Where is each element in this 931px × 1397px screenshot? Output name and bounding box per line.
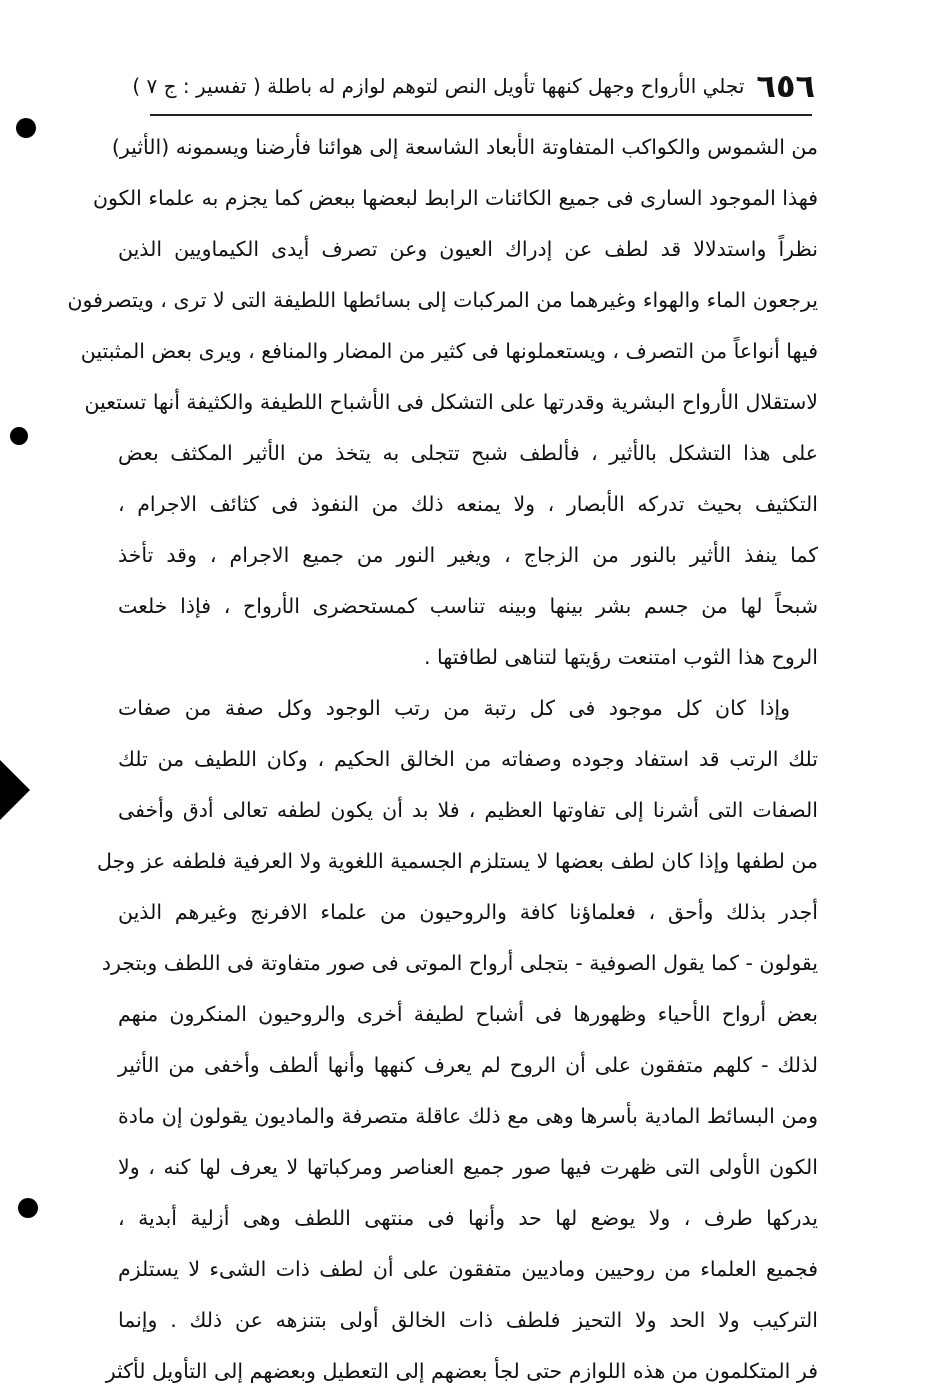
body-text (67, 122, 818, 1397)
header-rule (150, 114, 812, 116)
text-line: شبحاً لها من جسم بشر بينها وبينه تناسب كمستحضرى الأرواح ، فإذا خلعت (118, 594, 818, 618)
binding-hole-mark (18, 1198, 38, 1218)
text-line: يرجعون الماء والهواء وغيرهما من المركبات إلى بسائطها اللطيفة التى لا ترى ، ويتصرفون (67, 288, 818, 312)
text-line: الكون الأولى التى ظهرت فيها صور جميع العناصر ومركباتها لا يعرف لها كنه ، ولا (118, 1155, 818, 1179)
text-line: على هذا التشكل بالأثير ، فألطف شبح تتجلى به يتخذ من الأثير المكثف بعض (118, 441, 818, 465)
text-line: كما ينفذ الأثير بالنور من الزجاج ، ويغير النور من جميع الاجرام ، وقد تأخذ (118, 543, 818, 567)
text-line: من الشموس والكواكب المتفاوتة الأبعاد الشاسعة إلى هوائنا فأرضنا ويسمونه (الأثير) (111, 135, 818, 159)
binding-hole-mark (16, 118, 36, 138)
text-line: لاستقلال الأرواح البشرية وقدرتها على التشكل فى الأشباح اللطيفة والكثيفة أنها تستعين (84, 390, 818, 414)
text-line: لذلك - كلهم متفقون على أن الروح لم يعرف كنهها وأنها ألطف وأخفى من الأثير (118, 1053, 818, 1077)
text-line: يدركها طرف ، ولا يوضع لها حد وأنها فى منتهى اللطف وهى أزلية أبدية ، (118, 1206, 818, 1230)
running-head: تجلي الأرواح وجهل كنهها تأويل النص لتوهم لوازم له باطلة ( تفسير : ج ٧ ) (132, 74, 745, 98)
binding-hole-mark (10, 427, 28, 445)
paragraph-start-line: وإذا كان كل موجود فى كل رتبة من رتب الوجود وكل صفة من صفات (118, 696, 790, 720)
paragraph-end-line: الروح هذا الثوب امتنعت رؤيتها لتناهى لطافتها . (423, 645, 818, 669)
text-line: التكثيف بحيث تدركه الأبصار ، ولا يمنعه ذلك من النفوذ فى كثائف الاجرام ، (118, 492, 818, 516)
text-line: من لطفها وإذا كان لطف بعضها لا يستلزم الجسمية اللغوية ولا العرفية فلطفه عز وجل (97, 849, 818, 873)
text-line: تلك الرتب قد استفاد وجوده وصفاته من الخالق الحكيم ، وكان اللطيف من تلك (118, 747, 818, 771)
text-line: فر المتكلمون من هذه اللوازم حتى لجأ بعضهم إلى التعطيل وبعضهم إلى التأويل لأكثر (105, 1359, 818, 1383)
text-line: أجدر بذلك وأحق ، فعلماؤنا كافة والروحيون من علماء الافرنج وغيرهم الذين (118, 900, 818, 924)
text-line: فيها أنواعاً من التصرف ، ويستعملونها فى كثير من المضار والمنافع ، ويرى بعض المثبتين (80, 339, 818, 363)
text-line: التركيب ولا الحد ولا التحيز فلطف ذات الخالق أولى بتنزهه عن ذلك . وإنما (118, 1308, 818, 1332)
page-edge-mark (0, 760, 30, 820)
text-line: ومن البسائط المادية بأسرها وهى مع ذلك عاقلة متصرفة والماديون يقولون إن مادة (118, 1104, 818, 1128)
page-header (132, 60, 815, 112)
text-line: نظراً واستدلالا قد لطف عن إدراك العيون وعن تصرف أيدى الكيماويين الذين (118, 237, 818, 261)
text-line: فجميع العلماء من روحيين وماديين متفقون على أن لطف ذات الشىء لا يستلزم (118, 1257, 818, 1281)
text-line: فهذا الموجود السارى فى جميع الكائنات الرابط لبعضها ببعض كما يجزم به علماء الكون (92, 186, 818, 210)
page-number: ٦٥٦ (756, 67, 815, 105)
text-line: الصفات التى أشرنا إلى تفاوتها العظيم ، فلا بد أن يكون لطفه تعالى أدق وأخفى (118, 798, 818, 822)
text-line: بعض أرواح الأحياء وظهورها فى أشباح لطيفة أخرى والروحيون المنكرون منهم (118, 1002, 818, 1026)
text-line: يقولون - كما يقول الصوفية - بتجلى أرواح الموتى فى صور متفاوتة فى اللطف وبتجرد (101, 951, 818, 975)
